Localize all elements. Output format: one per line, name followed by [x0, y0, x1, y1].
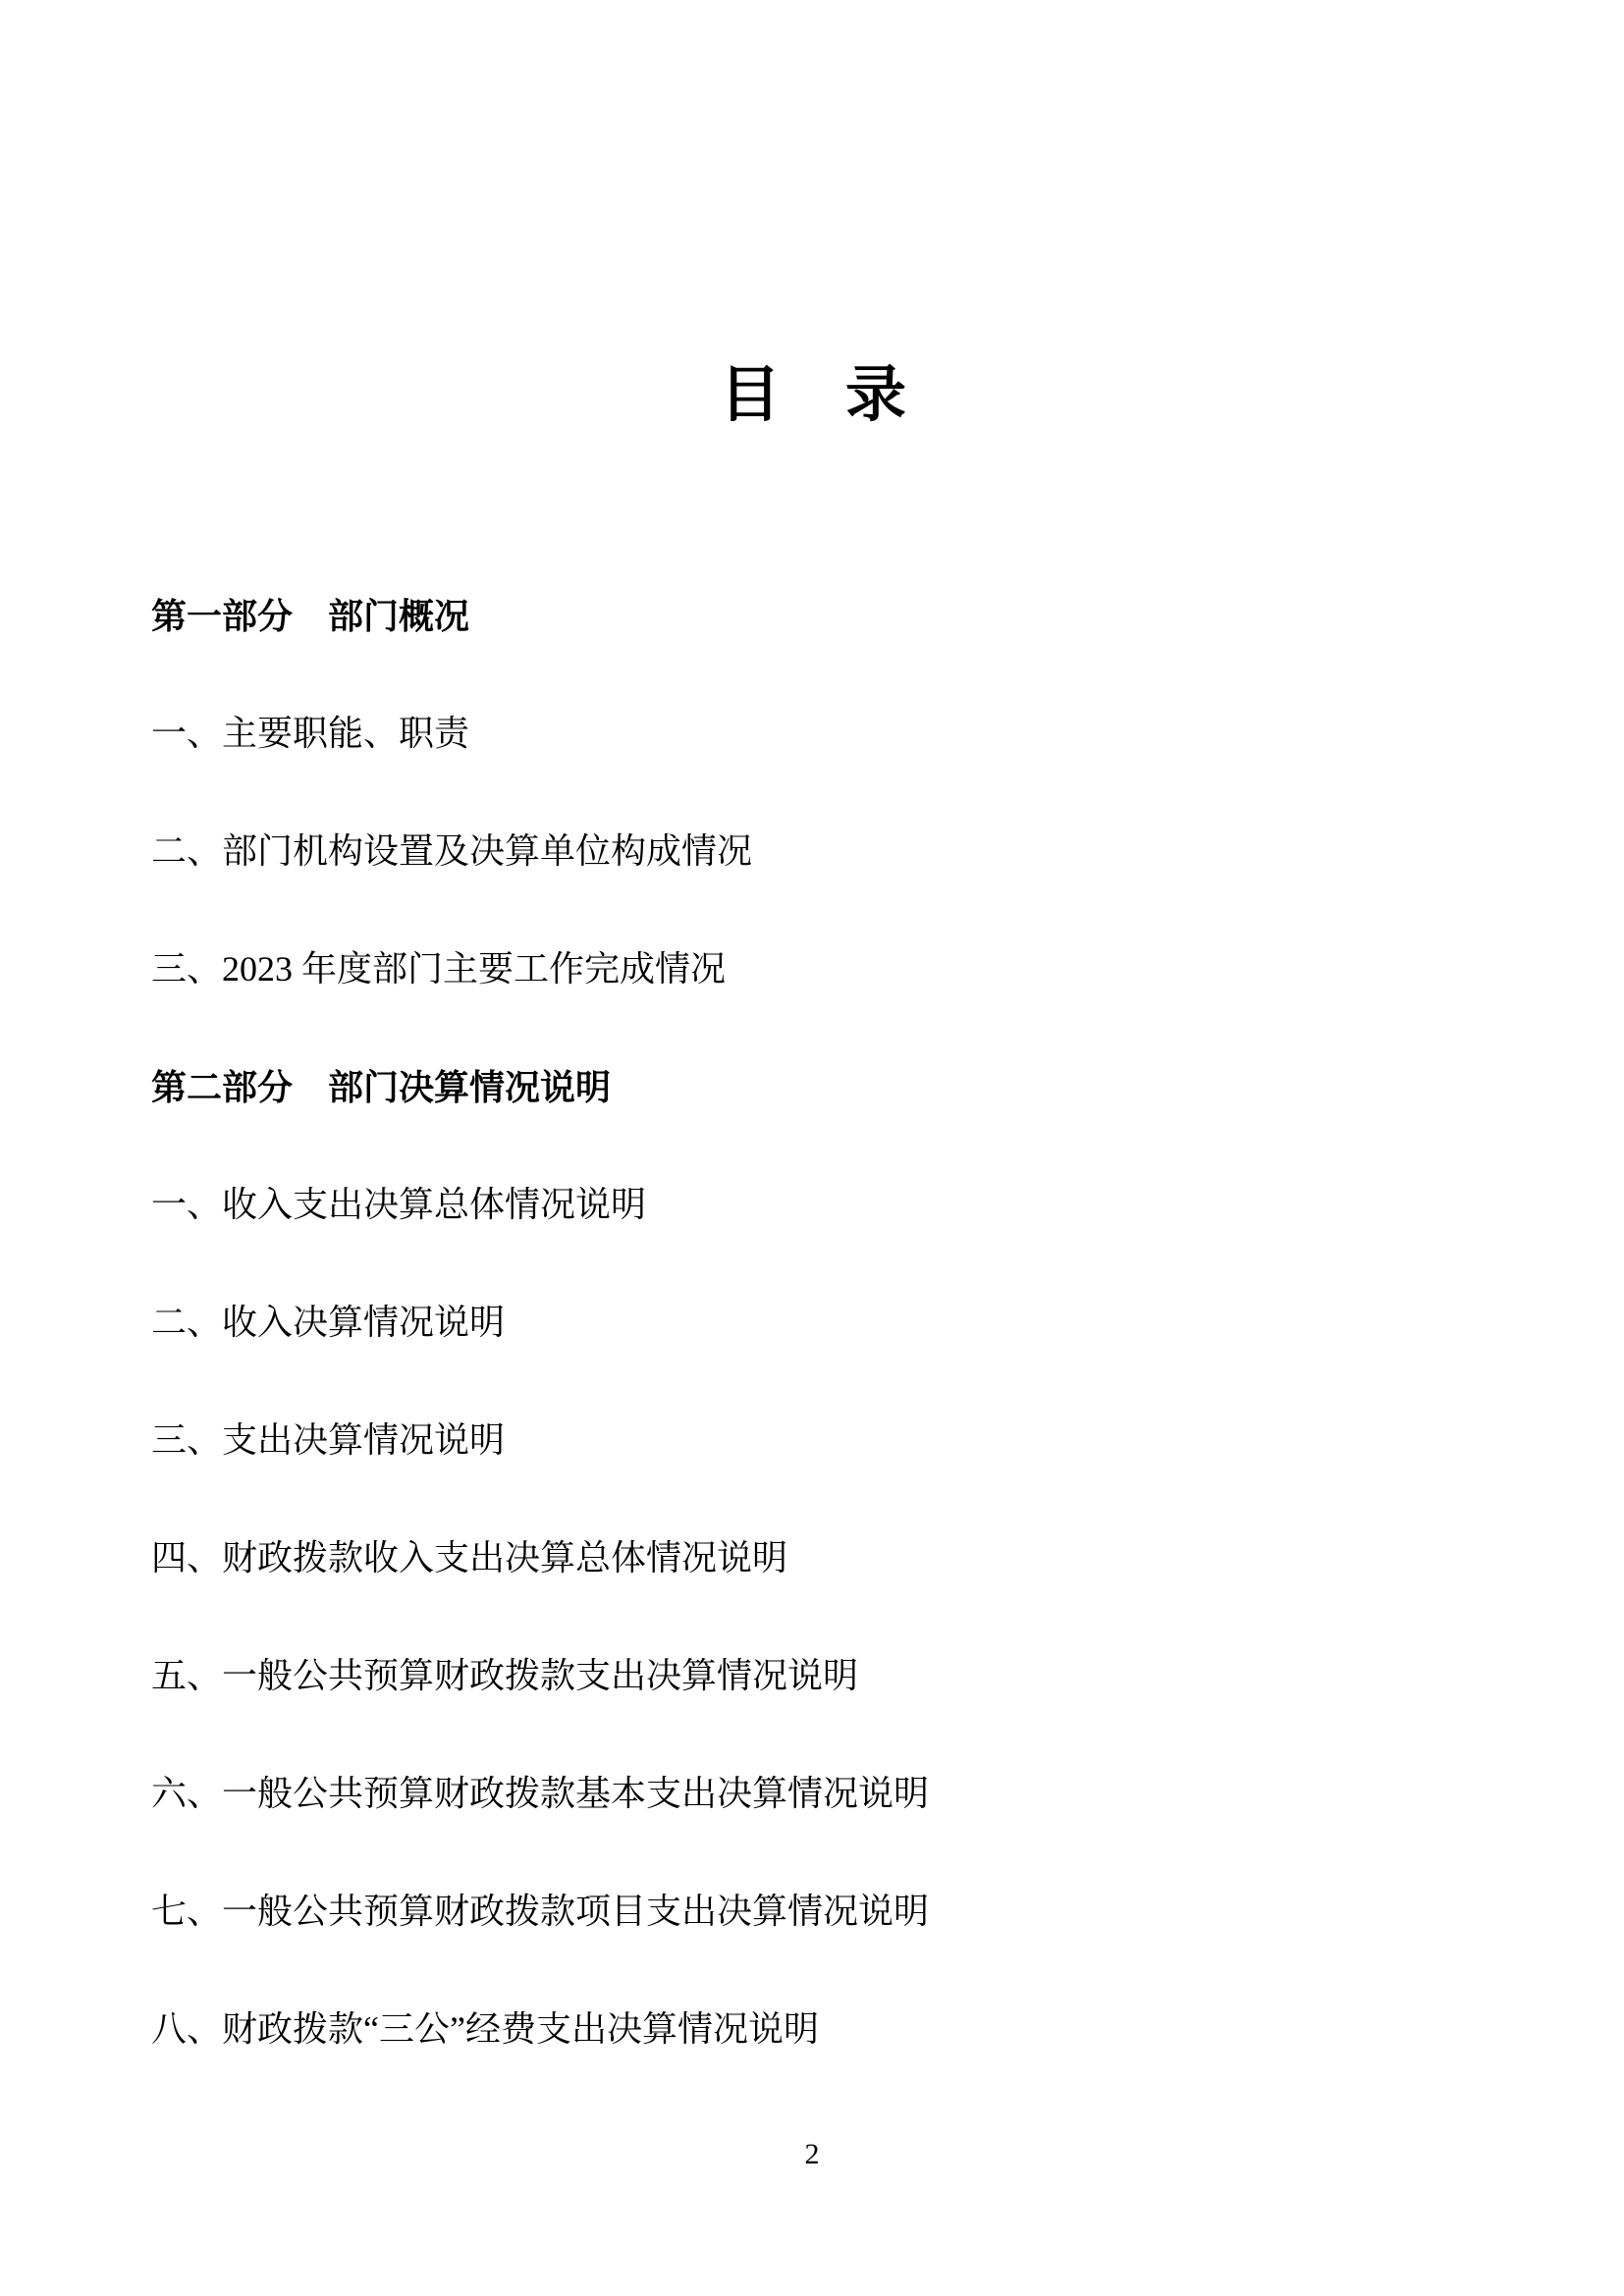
page-number: 2 [804, 2138, 820, 2170]
section-heading-part2: 第二部分 部门决算情况说明 [151, 1067, 612, 1107]
document-title: 目 录 [719, 362, 908, 429]
toc-item: 五、一般公共预算财政拨款支出决算情况说明 [151, 1656, 859, 1695]
toc-item: 一、收入支出决算总体情况说明 [151, 1185, 647, 1224]
toc-item: 三、2023 年度部门主要工作完成情况 [151, 949, 727, 988]
toc-item: 一、主要职能、职责 [151, 714, 470, 753]
toc-item: 二、收入决算情况说明 [151, 1303, 506, 1342]
toc-content [0, 362, 1624, 2051]
toc-item: 七、一般公共预算财政拨款项目支出决算情况说明 [151, 1892, 930, 1931]
toc-item: 二、部门机构设置及决算单位构成情况 [151, 831, 753, 871]
toc-item: 六、一般公共预算财政拨款基本支出决算情况说明 [151, 1774, 930, 1813]
toc-item: 四、财政拨款收入支出决算总体情况说明 [151, 1538, 788, 1577]
section-heading-part1: 第一部分 部门概况 [151, 596, 470, 636]
toc-item: 三、支出决算情况说明 [151, 1420, 506, 1460]
toc-item: 八、财政拨款“三公”经费支出决算情况说明 [151, 2009, 819, 2049]
